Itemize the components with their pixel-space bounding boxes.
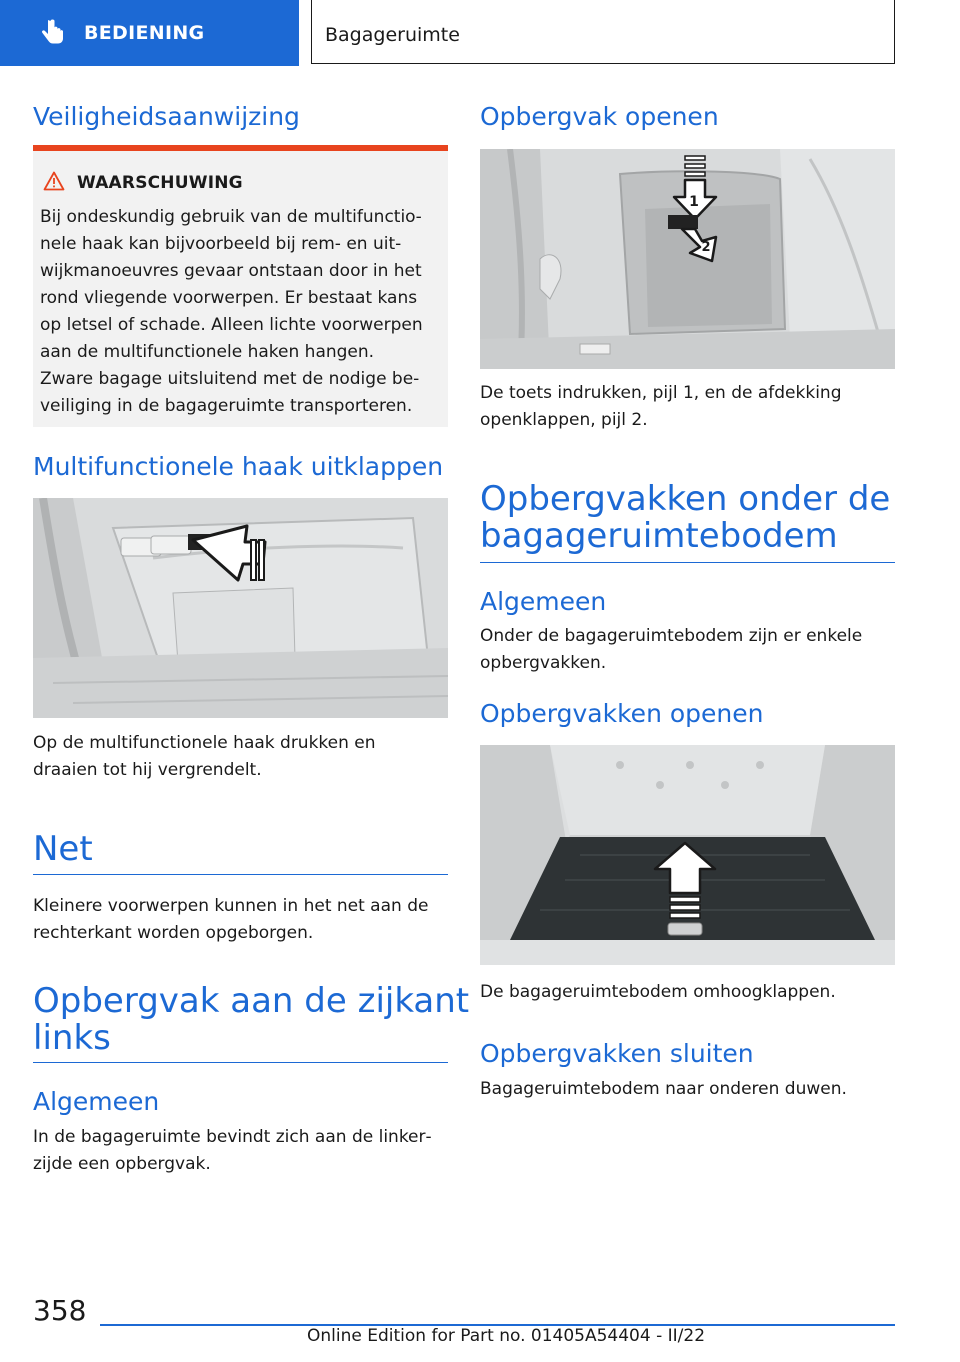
warning-line: nele haak kan bijvoorbeeld bij rem- en uit‐ — [40, 234, 402, 254]
open-text — [480, 380, 842, 434]
heading-open: Opbergvak openen — [480, 102, 719, 131]
page-title: Bagageruimte — [325, 24, 460, 46]
floor-open-illustration — [480, 745, 895, 965]
warning-line: op letsel of schade. Alleen lichte voorwerpen — [40, 315, 423, 335]
warning-line: Zware bagage uitsluitend met de nodige be‐ — [40, 369, 420, 389]
storage-open-illustration — [480, 149, 895, 369]
general-line: opbergvakken. — [480, 653, 607, 673]
heading-floor-storage — [480, 481, 890, 555]
general-line: zijde een opbergvak. — [33, 1154, 211, 1174]
close-text: Bagageruimtebodem naar onderen duwen. — [480, 1079, 847, 1099]
edition-text: Online Edition for Part no. 01405A54404 - II/22 — [307, 1326, 706, 1346]
heading-close: Opbergvakken sluiten — [480, 1039, 754, 1068]
net-line: Kleinere voorwerpen kunnen in het net aan de — [33, 896, 429, 916]
hook-line: draaien tot hij vergrendelt. — [33, 760, 262, 780]
section-label: BEDIENING — [84, 22, 205, 44]
heading-open-multi: Opbergvakken openen — [480, 699, 764, 728]
divider — [33, 874, 448, 875]
net-line: rechterkant worden opgeborgen. — [33, 923, 314, 943]
hook-text — [33, 730, 376, 784]
callout-1: 1 — [689, 194, 699, 210]
warning-line: veiliging in de bagageruimte transporteren. — [40, 396, 413, 416]
hook-line: Op de multifunctionele haak drukken en — [33, 733, 376, 753]
general-text-left — [33, 1124, 432, 1178]
general-text-right — [480, 623, 862, 677]
heading-net: Net — [33, 829, 93, 869]
open-multi-text: De bagageruimtebodem omhoogklappen. — [480, 982, 836, 1002]
open-line: openklappen, pijl 2. — [480, 410, 648, 430]
divider — [33, 1062, 448, 1063]
warning-line: wijkmanoeuvres gevaar ontstaan door in het — [40, 261, 422, 281]
heading-general-left: Algemeen — [33, 1087, 160, 1116]
warning-line: Bij ondeskundig gebruik van de multifunctio‐ — [40, 207, 422, 227]
heading-line: bagageruimtebodem — [480, 516, 838, 556]
page-number: 358 — [33, 1294, 87, 1327]
callout-2: 2 — [701, 240, 711, 255]
heading-side-storage — [33, 983, 469, 1057]
general-line: Onder de bagageruimtebodem zijn er enkele — [480, 626, 863, 646]
hand-pointer-icon — [32, 13, 72, 53]
heading-safety: Veiligheidsaanwijzing — [33, 102, 300, 131]
heading-line: Opbergvakken onder de — [480, 479, 891, 519]
warning-box — [33, 145, 448, 427]
heading-hook: Multifunctionele haak uitklappen — [33, 452, 444, 481]
general-line: In de bagageruimte bevindt zich aan de linker‐ — [33, 1127, 432, 1147]
open-line: De toets indrukken, pijl 1, en de afdekking — [480, 383, 842, 403]
warning-bar — [33, 145, 448, 151]
divider — [480, 562, 895, 563]
heading-line: Opbergvak aan de zijkant — [33, 981, 470, 1021]
warning-line: rond vliegende voorwerpen. Er bestaat kans — [40, 288, 418, 308]
net-text — [33, 893, 428, 947]
warning-text — [40, 204, 445, 420]
heading-line: links — [33, 1018, 111, 1058]
warning-triangle-icon — [43, 171, 65, 195]
heading-general-right: Algemeen — [480, 587, 607, 616]
warning-title: WAARSCHUWING — [77, 173, 243, 193]
warning-line: aan de multifunctionele haken hangen. — [40, 342, 375, 362]
section-tab[interactable] — [0, 0, 299, 66]
hook-illustration — [33, 498, 448, 718]
